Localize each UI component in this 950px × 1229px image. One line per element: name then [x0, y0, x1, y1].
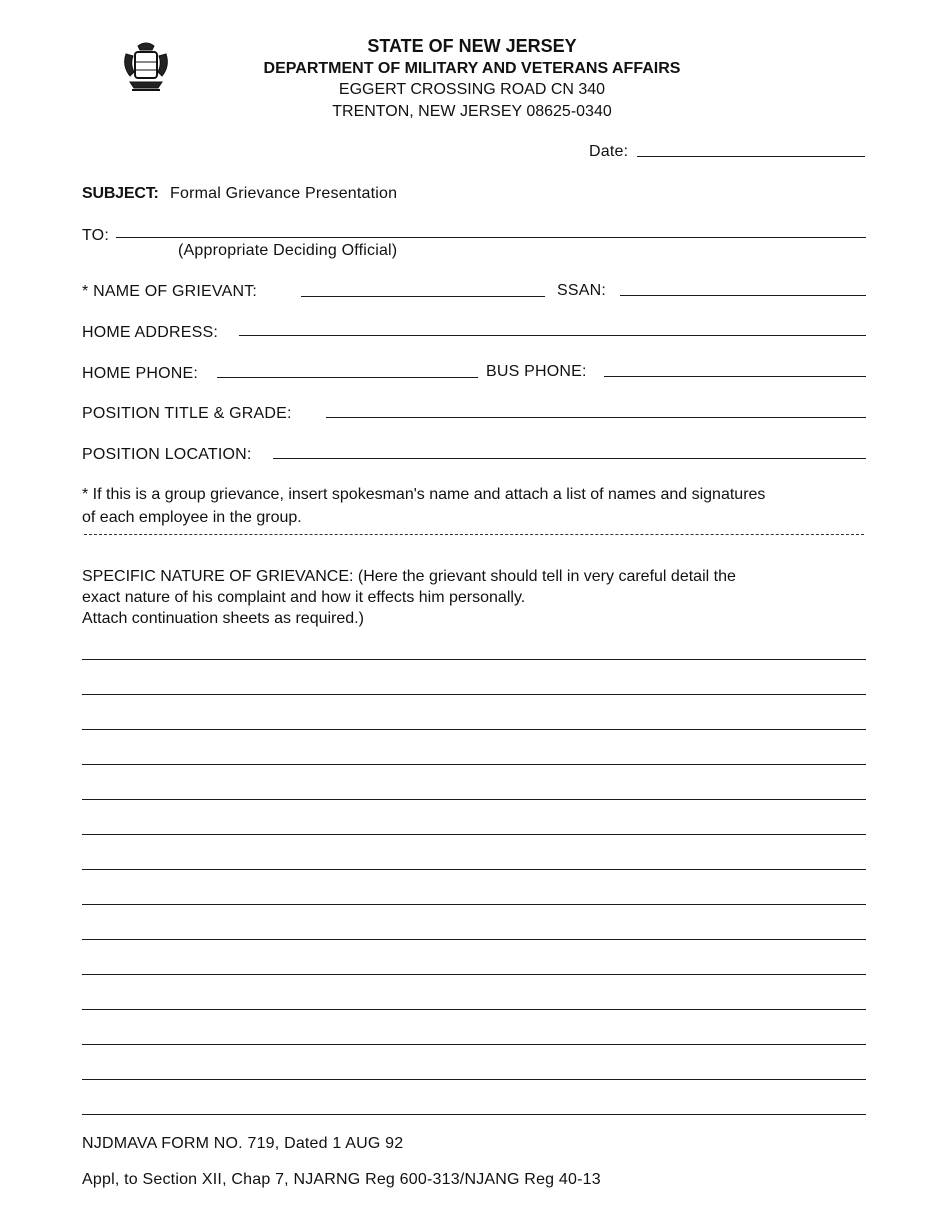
subject-value: Formal Grievance Presentation: [170, 185, 398, 202]
grievance-writing-line[interactable]: [82, 904, 866, 905]
grievance-writing-line[interactable]: [82, 1044, 866, 1045]
department-name: DEPARTMENT OF MILITARY AND VETERANS AFFAIRS: [263, 60, 681, 77]
home-address-label: HOME ADDRESS:: [82, 324, 218, 341]
bus-phone-field[interactable]: [604, 376, 866, 377]
street-address: EGGERT CROSSING ROAD CN 340: [338, 81, 606, 98]
position-title-field[interactable]: [326, 417, 866, 418]
group-note-line-2: of each employee in the group.: [82, 509, 302, 526]
city-address: TRENTON, NEW JERSEY 08625-0340: [332, 103, 612, 120]
grievance-writing-line[interactable]: [82, 869, 866, 870]
home-phone-label: HOME PHONE:: [82, 365, 198, 382]
ssan-label: SSAN:: [557, 282, 607, 299]
to-label: TO:: [82, 227, 109, 244]
grievance-writing-line[interactable]: [82, 1079, 866, 1080]
home-address-field[interactable]: [239, 335, 866, 336]
ssan-field[interactable]: [620, 295, 866, 296]
form-number: NJDMAVA FORM NO. 719, Dated 1 AUG 92: [82, 1135, 404, 1152]
to-hint: (Appropriate Deciding Official): [178, 242, 398, 259]
grievance-writing-line[interactable]: [82, 764, 866, 765]
grievance-writing-line[interactable]: [82, 729, 866, 730]
nature-instructions-line-1: SPECIFIC NATURE OF GRIEVANCE: (Here the grievant should tell in very careful detail the: [82, 568, 736, 585]
position-location-field[interactable]: [273, 458, 866, 459]
grievance-writing-line[interactable]: [82, 834, 866, 835]
nature-instructions-line-2: exact nature of his complaint and how it effects him personally.: [82, 589, 526, 606]
position-location-label: POSITION LOCATION:: [82, 446, 252, 463]
grievance-writing-line[interactable]: [82, 1009, 866, 1010]
grievance-writing-line[interactable]: [82, 659, 866, 660]
grievance-writing-line[interactable]: [82, 974, 866, 975]
grievance-writing-line[interactable]: [82, 799, 866, 800]
group-note-line-1: * If this is a group grievance, insert spokesman's name and attach a list of names and signatures: [82, 486, 766, 503]
date-field[interactable]: [637, 156, 865, 157]
grievance-writing-line[interactable]: [82, 1114, 866, 1115]
grievance-writing-line[interactable]: [82, 694, 866, 695]
home-phone-field[interactable]: [217, 377, 478, 378]
grievant-name-label: * NAME OF GRIEVANT:: [82, 283, 258, 300]
section-divider: [84, 534, 864, 535]
grievance-writing-line[interactable]: [82, 939, 866, 940]
bus-phone-label: BUS PHONE:: [486, 363, 587, 380]
nature-instructions-line-3: Attach continuation sheets as required.): [82, 610, 364, 627]
state-title: STATE OF NEW JERSEY: [367, 36, 577, 56]
position-title-label: POSITION TITLE & GRADE:: [82, 405, 292, 422]
grievant-name-field[interactable]: [301, 296, 545, 297]
date-label: Date:: [589, 143, 629, 160]
to-field[interactable]: [116, 237, 866, 238]
subject-label: SUBJECT:: [82, 185, 159, 202]
regulation-applicability: Appl, to Section XII, Chap 7, NJARNG Reg 600-313/NJANG Reg 40-13: [82, 1171, 601, 1188]
